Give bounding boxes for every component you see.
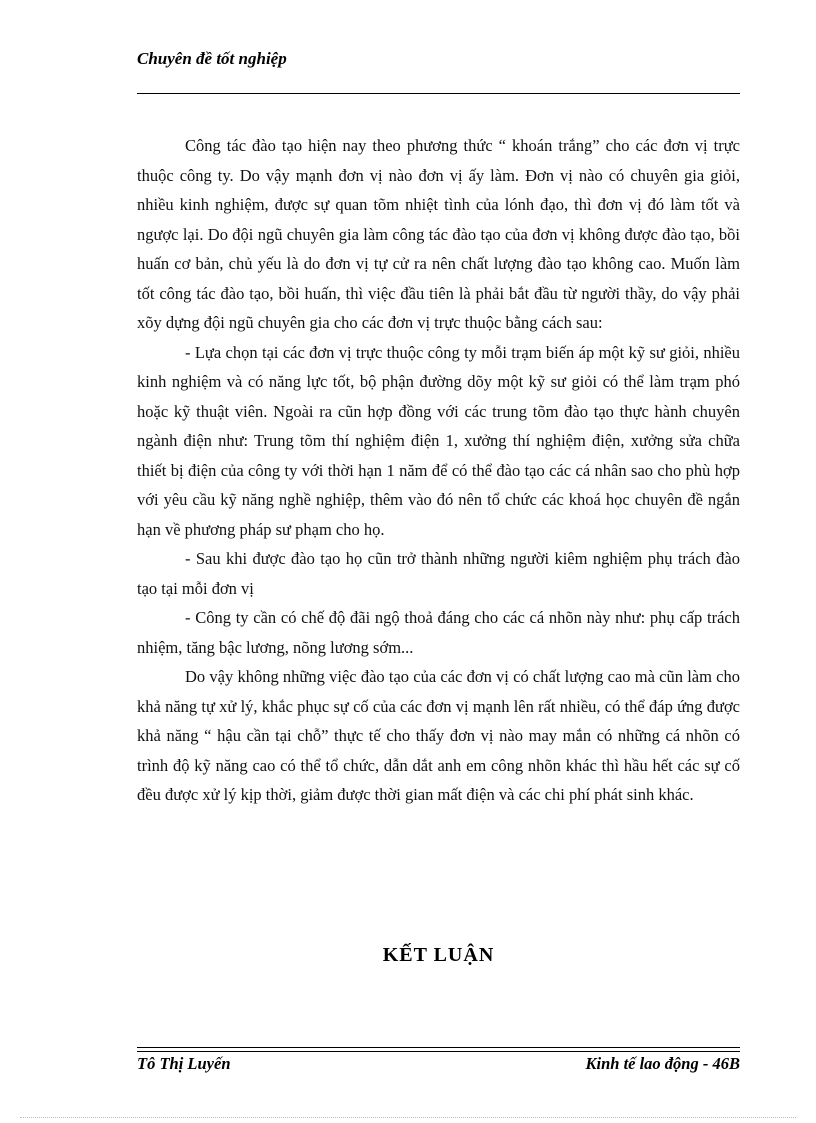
footer-author: Tô Thị Luyến bbox=[137, 1054, 231, 1073]
footer-divider-bottom bbox=[137, 1051, 740, 1052]
paragraph-compensation: - Công ty cần có chế độ đãi ngộ thoả đáng cho các cá nhõn này như: phụ cấp trách nhiệm, tăng bậc lương, nõng lương sớm... bbox=[137, 608, 740, 657]
paragraph-selection: - Lựa chọn tại các đơn vị trực thuộc công ty mỗi trạm biến áp một kỹ sư giỏi, nhiều kinh nghiệm và có năng lực tốt, bộ phận đường dõy một kỹ sư giỏi có thể làm trạm phó hoặc kỹ thuật viên. Ngoài ra cũn hợp đồng với các trung tõm đào tạo thực hành chuyên ngành điện như: Trung tõm thí nghiệm điện 1, xưởng thí nghiệm điện, xưởng sửa chữa thiết bị điện của công ty với thời hạn 1 năm để có thể đào tạo các cá nhân sao cho phù hợp với yêu cầu kỹ năng nghề nghiệp, thêm vào đó nên tổ chức các khoá học chuyên đề ngắn hạn về phương pháp sư phạm cho họ. bbox=[137, 342, 740, 539]
header-title: Chuyên đề tốt nghiệp bbox=[137, 49, 287, 68]
footer-course: Kinh tế lao động - 46B bbox=[585, 1054, 740, 1073]
footer-divider-top bbox=[137, 1047, 740, 1048]
paragraph-after-training: - Sau khi được đào tạo họ cũn trở thành những người kiêm nghiệm phụ trách đào tạo tại mỗi đơn vị bbox=[137, 549, 740, 598]
paragraph-result: Do vậy không những việc đào tạo của các đơn vị có chất lượng cao mà cũn làm cho khả năng tự xử lý, khắc phục sự cố của các đơn vị mạnh lên rất nhiều, có thể đáp ứng được khả năng “ hậu cần tại chỗ” thực tế cho thấy đơn vị nào may mắn có những cá nhõn có trình độ kỹ năng cao có thể tổ chức, dẫn dắt anh em công nhõn khác thì hầu hết các sự cố đều được xử lý kịp thời, giảm được thời gian mất điện và các chi phí phát sinh khác. bbox=[137, 667, 740, 804]
header-divider bbox=[137, 93, 740, 94]
paragraph-training-method: Công tác đào tạo hiện nay theo phương thức “ khoán trắng” cho các đơn vị trực thuộc công ty. Do vậy mạnh đơn vị nào đơn vị ấy làm. Đơn vị nào có chuyên gia giỏi, nhiều kinh nghiệm, được sự quan tõm nhiệt tình của lónh đạo, thì đơn vị đó làm tốt và ngược lại. Do đội ngũ chuyên gia làm công tác đào tạo của đơn vị không được đào tạo, bồi huấn cơ bản, chủ yếu là do đơn vị tự cử ra nên chất lượng đào tạo không cao. Muốn làm tốt công tác đào tạo, bồi huấn, thì việc đầu tiên là phải bắt đầu từ người thầy, do vậy phải xõy dựng đội ngũ chuyên gia cho các đơn vị trực thuộc bằng cách sau: bbox=[137, 136, 740, 332]
conclusion-heading: KẾT LUẬN bbox=[382, 944, 495, 966]
page-edge bbox=[20, 1117, 796, 1118]
document-body bbox=[137, 131, 740, 810]
